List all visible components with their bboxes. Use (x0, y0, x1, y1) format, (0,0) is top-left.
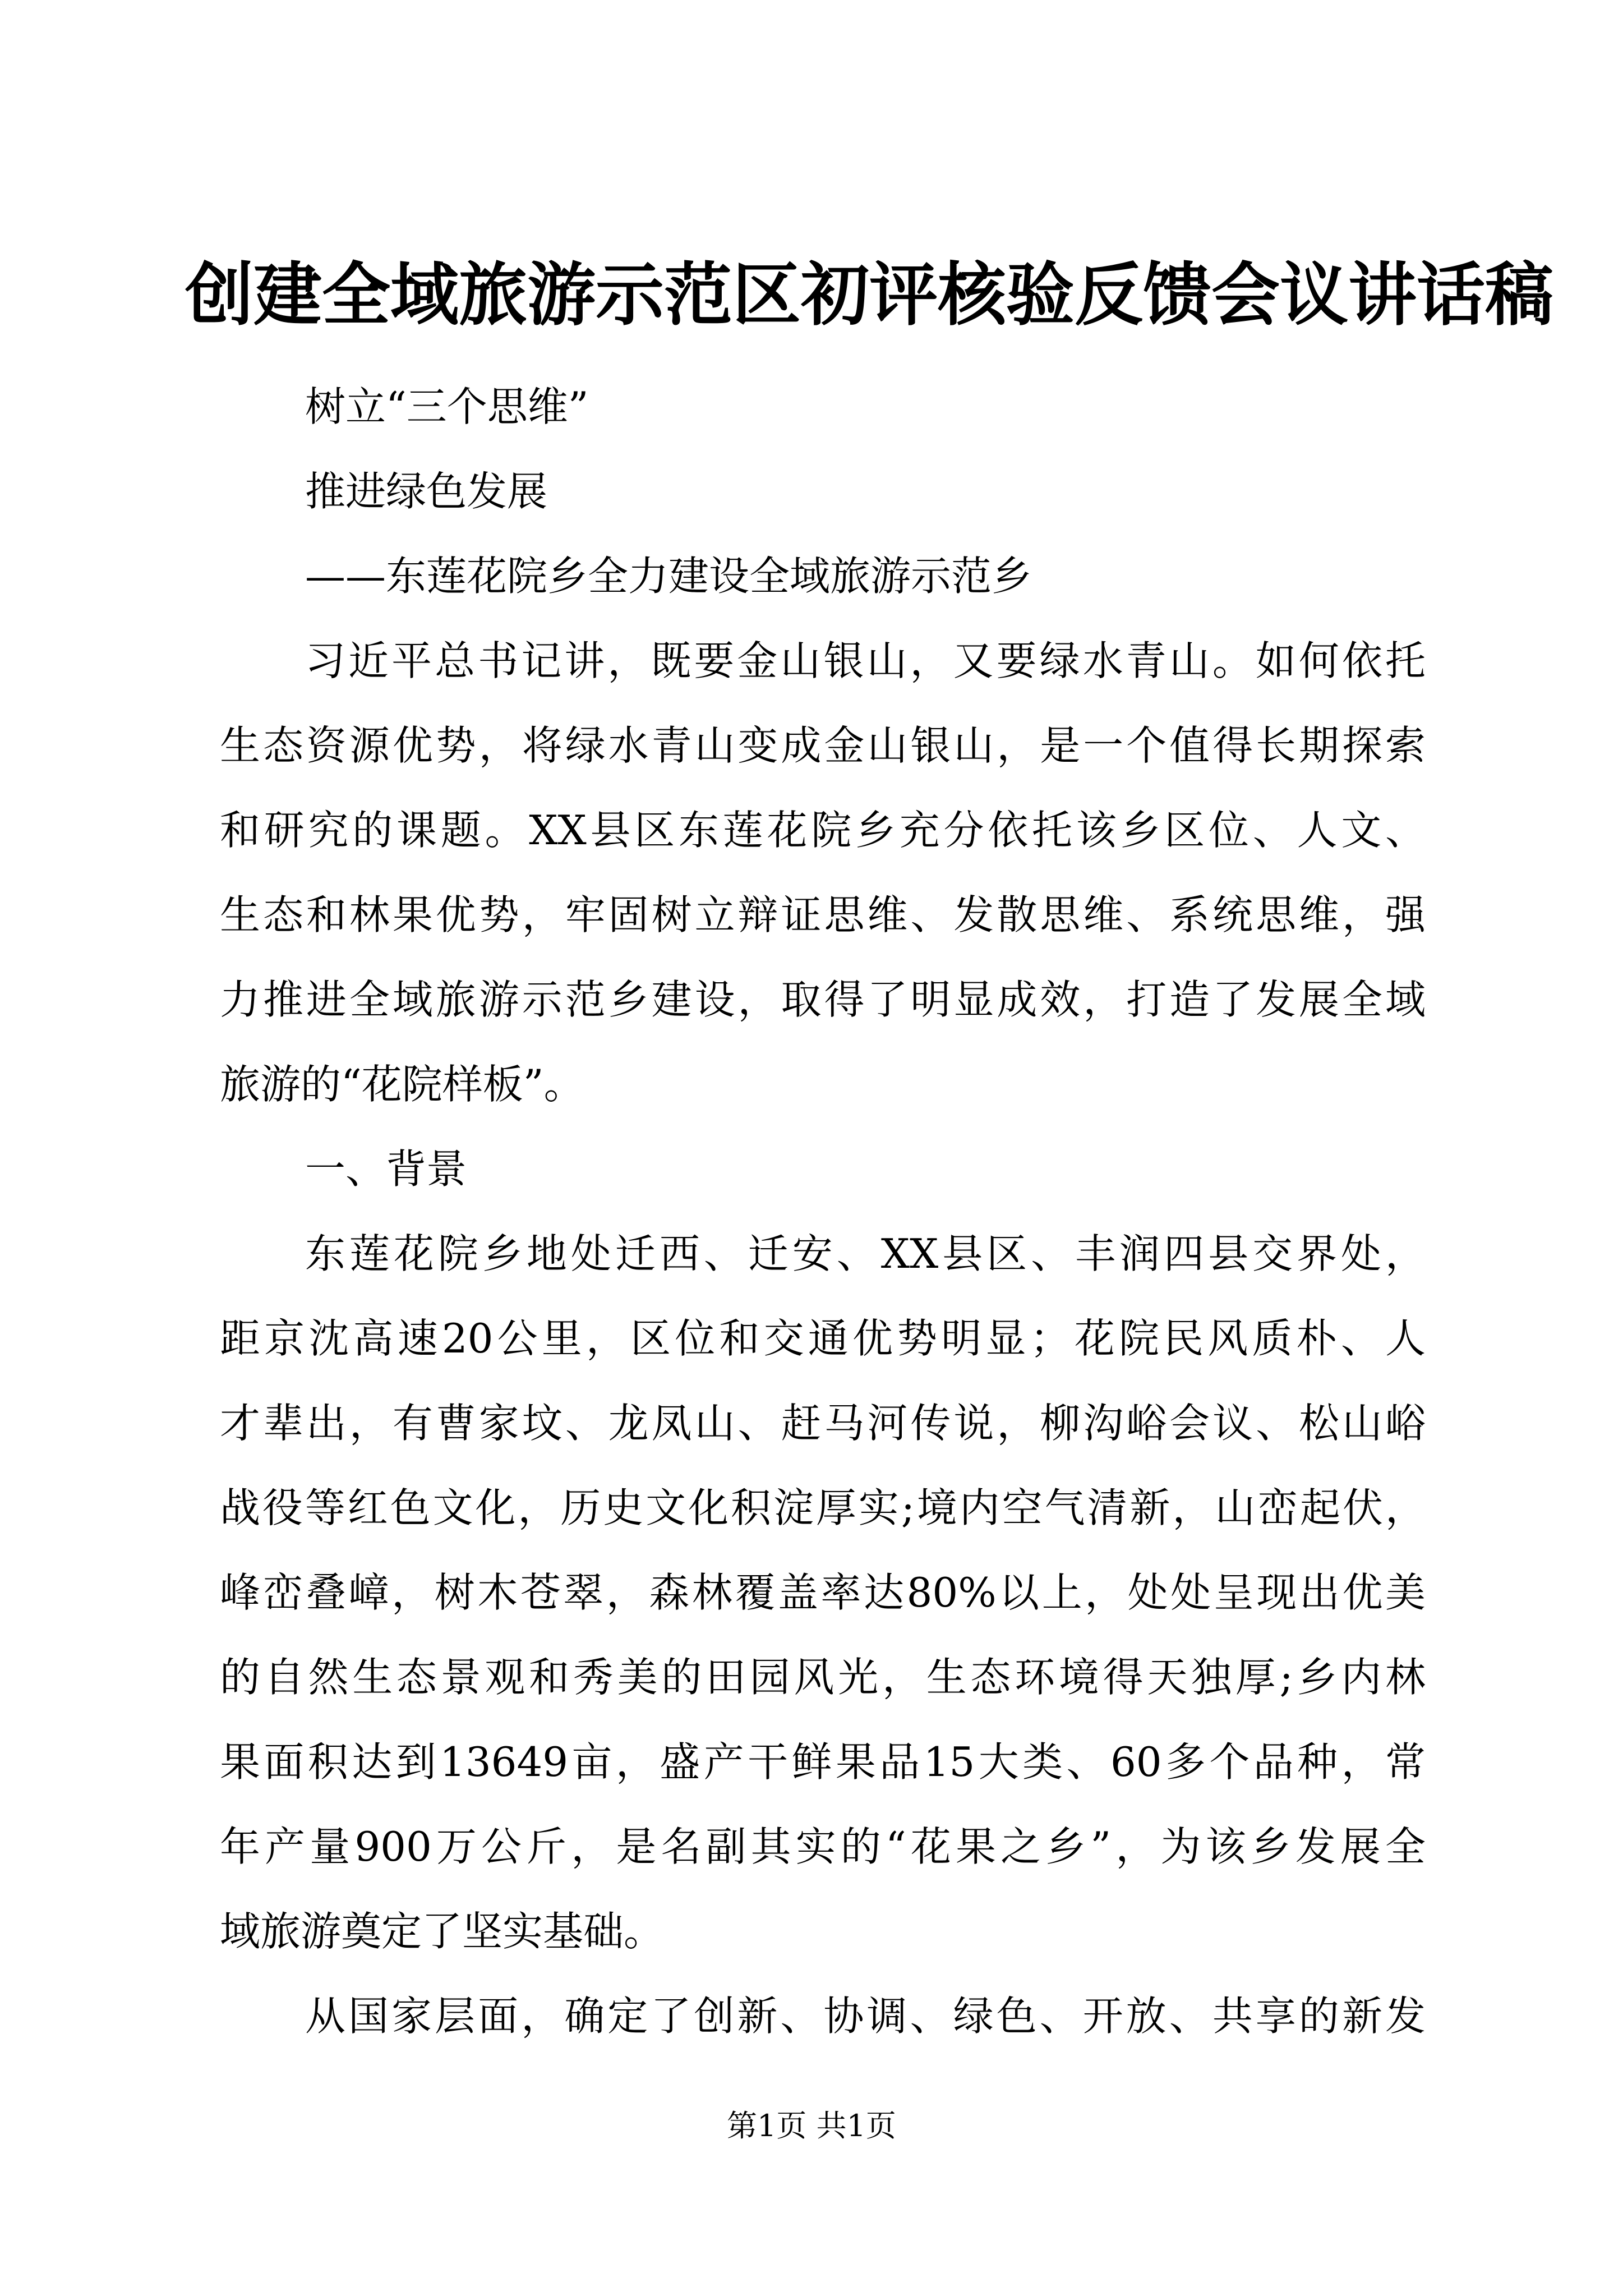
paragraph-line: 习近平总书记讲，既要金山银山，又要绿水青山。如何依托 (305, 637, 1426, 684)
paragraph-background (220, 1212, 1426, 1974)
paragraph-line: 年产量900万公斤，是名副其实的“花果之乡”，为该乡发展全 (220, 1823, 1426, 1870)
paragraph-line: 生态资源优势，将绿水青山变成金山银山，是一个值得长期探索 (220, 722, 1426, 769)
paragraph-national-level (220, 1974, 1426, 2059)
paragraph-line: 的自然生态景观和秀美的田园风光，生态环境得天独厚;乡内林 (220, 1654, 1426, 1701)
document-title: 创建全域旅游示范区初评核验反馈会议讲话稿 (185, 254, 1553, 335)
paragraph-line: 从国家层面，确定了创新、协调、绿色、开放、共享的新发 (305, 1993, 1426, 2040)
paragraph-line: 域旅游奠定了坚实基础。 (220, 1908, 665, 1955)
paragraph-line: 战役等红色文化，历史文化积淀厚实;境内空气清新，山峦起伏， (220, 1484, 1426, 1531)
paragraph-line: 生态和林果优势，牢固树立辩证思维、发散思维、系统思维，强 (220, 891, 1426, 938)
subtitle-line: 树立“三个思维” (305, 383, 589, 430)
paragraph-line: 距京沈高速20公里，区位和交通优势明显；花院民风质朴、人 (220, 1315, 1426, 1362)
paragraph-line: 果面积达到13649亩，盛产干鲜果品15大类、60多个品种，常 (220, 1738, 1426, 1786)
paragraph-line: 和研究的课题。XX县区东莲花院乡充分依托该乡区位、人文、 (220, 807, 1426, 854)
paragraph-line: 才辈出，有曹家坟、龙凤山、赶马河传说，柳沟峪会议、松山峪 (220, 1400, 1426, 1447)
page-footer: 第1页 共1页 (727, 2108, 896, 2143)
paragraph-intro (220, 619, 1426, 1127)
paragraph-line: 力推进全域旅游示范乡建设，取得了明显成效，打造了发展全域 (220, 976, 1426, 1023)
subtitle-line: 推进绿色发展 (305, 468, 548, 515)
paragraph-line: 旅游的“花院样板”。 (220, 1061, 584, 1108)
paragraph-line: 东莲花院乡地处迁西、迁安、XX县区、丰润四县交界处， (305, 1230, 1426, 1277)
section-heading: 一、背景 (305, 1145, 467, 1193)
paragraph-line: 峰峦叠嶂，树木苍翠，森林覆盖率达80%以上，处处呈现出优美 (220, 1569, 1426, 1616)
subtitle-line: ——东莲花院乡全力建设全域旅游示范乡 (305, 553, 1032, 600)
document-body (220, 365, 1426, 2059)
